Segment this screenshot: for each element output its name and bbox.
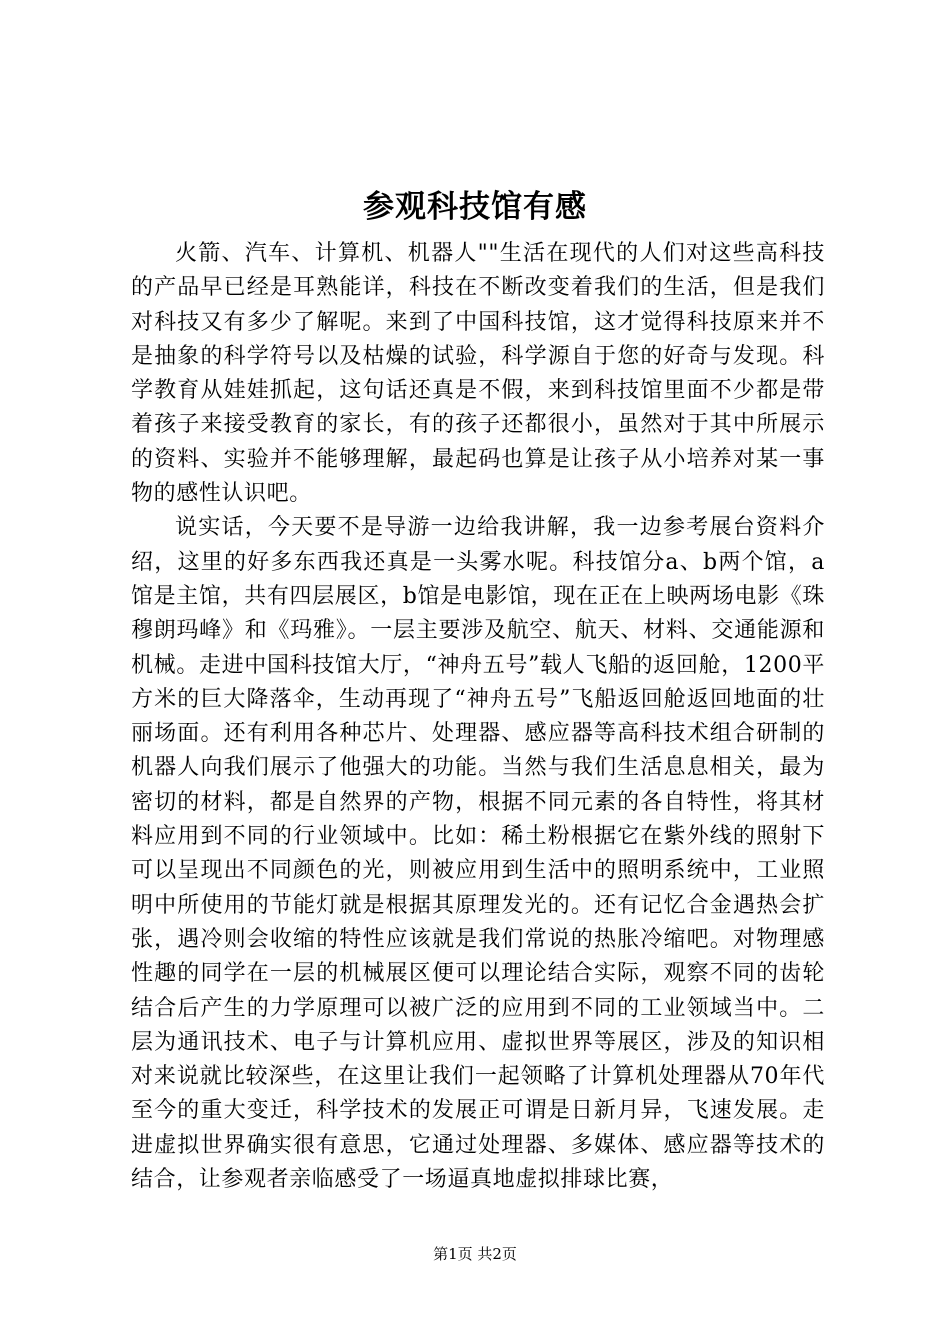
paragraph-1: 火箭、汽车、计算机、机器人""生活在现代的人们对这些高科技的产品早已经是耳熟能详，科技在不断改变着我们的生活，但是我们对科技又有多少了解呢。来到了中国科技馆，这才觉得科技原来并不是抽象的科学符号以及枯燥的试验，科学源自于您的好奇与发现。科学教育从娃娃抓起，这句话还真是不假，来到科技馆里面不少都是带着孩子来接受教育的家长，有的孩子还都很小，虽然对于其中所展示的资料、实验并不能够理解，最起码也算是让孩子从小培养对某一事物的感性认识吧。 (131, 241, 825, 507)
paragraph-2: 说实话，今天要不是导游一边给我讲解，我一边参考展台资料介绍，这里的好多东西我还真是一头雾水呢。科技馆分a、b两个馆，a馆是主馆，共有四层展区，b馆是电影馆，现在正在上映两场电影《珠穆朗玛峰》和《玛雅》。一层主要涉及航空、航天、材料、交通能源和机械。走进中国科技馆大厅，“神舟五号”载人飞船的返回舱，1200平方米的巨大降落伞，生动再现了“神舟五号”飞船返回舱返回地面的壮丽场面。还有利用各种芯片、处理器、感应器等高科技术组合研制的机器人向我们展示了他强大的功能。当然与我们生活息息相关，最为密切的材料，都是自然界的产物，根据不同元素的各自特性，将其材料应用到不同的行业领域中。比如：稀土粉根据它在紫外线的照射下可以呈现出不同颜色的光，则被应用到生活中的照明系统中，工业照明中所使用的节能灯就是根据其原理发光的。还有记忆合金遇热会扩张，遇冷则会收缩的特性应该就是我们常说的热胀冷缩吧。对物理感性趣的同学在一层的机械展区便可以理论结合实际，观察不同的齿轮结合后产生的力学原理可以被广泛的应用到不同的工业领域当中。二层为通讯技术、电子与计算机应用、虚拟世界等展区，涉及的知识相对来说就比较深些，在这里让我们一起领略了计算机处理器从70年代至今的重大变迁，科学技术的发展正可谓是日新月异，飞速发展。走进虚拟世界确实很有意思，它通过处理器、多媒体、感应器等技术的结合，让参观者亲临感受了一场逼真地虚拟排球比赛， (131, 515, 825, 1193)
document-body (131, 237, 825, 1197)
page-title: 参观科技馆有感 (363, 189, 587, 225)
page-footer: 第1页 共2页 (433, 1245, 517, 1263)
